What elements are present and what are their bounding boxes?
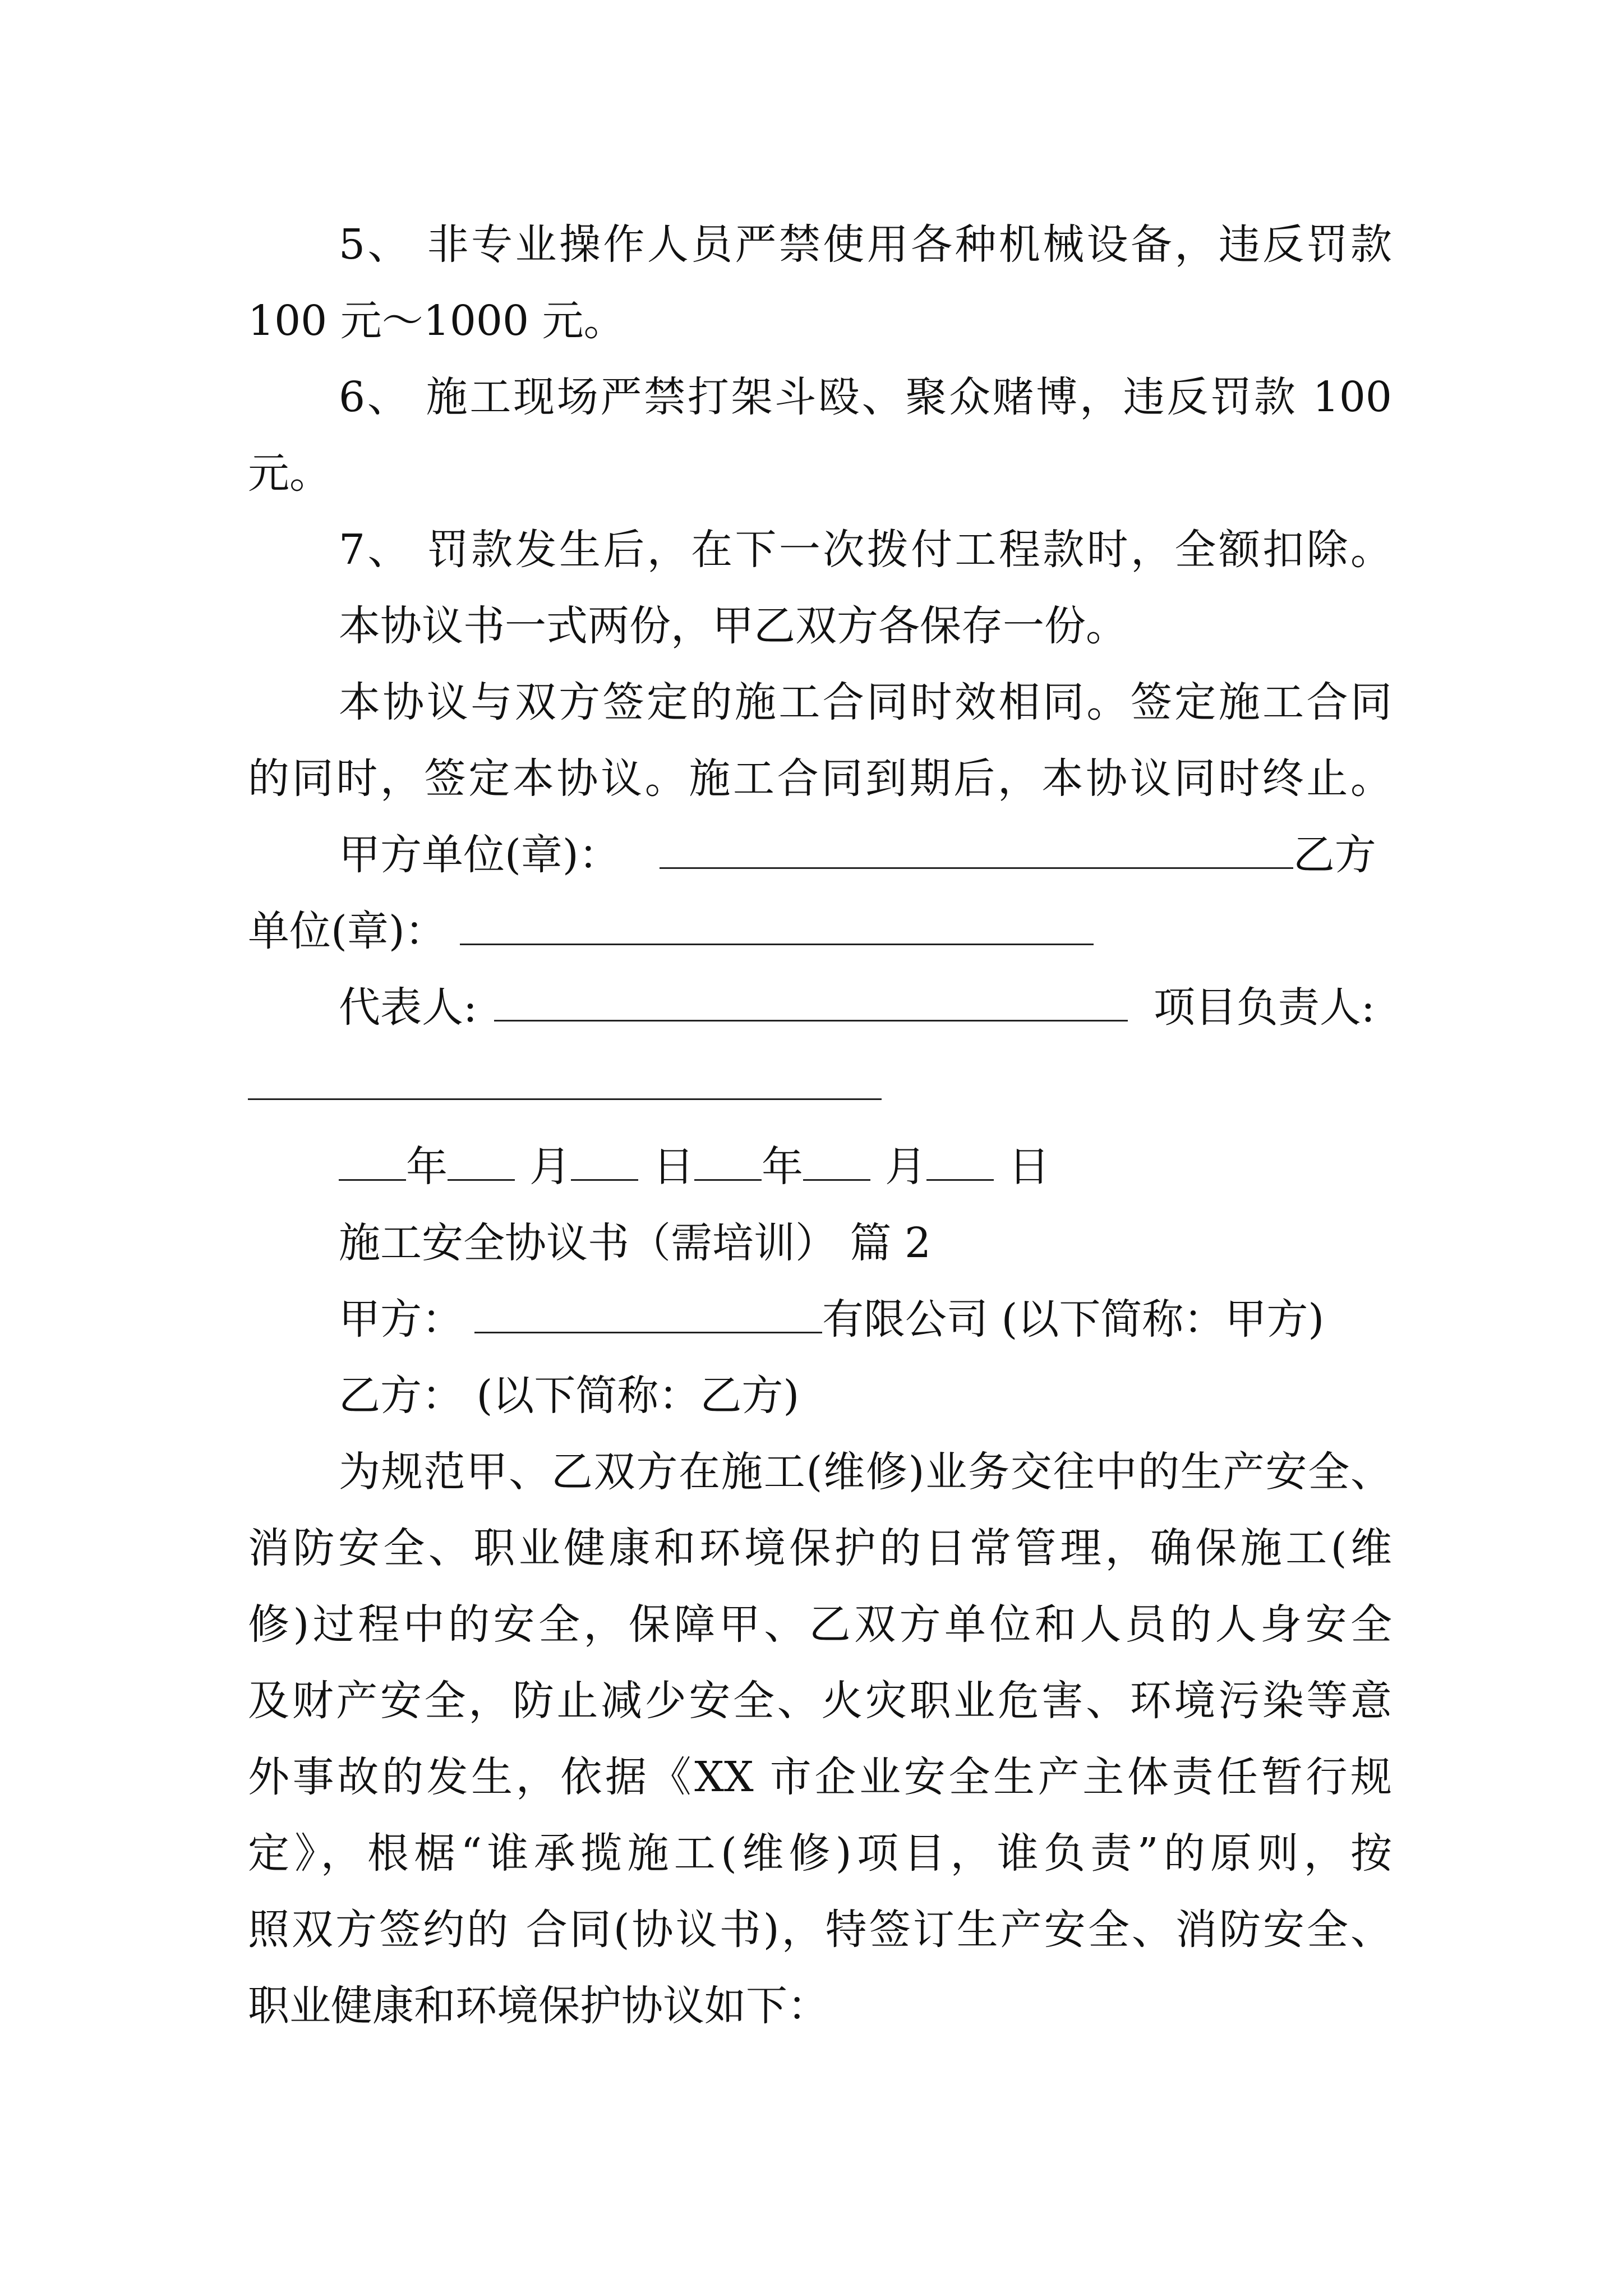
section-2-party-a-prefix: 甲方：: [339, 1295, 463, 1343]
section-2-paragraph-line-4: 及财产安全，防止减少安全、火灾职业危害、环境污染等意: [248, 1677, 1392, 1725]
section-2-paragraph-line-5: 外事故的发生，依据《XX 市企业安全生产主体责任暂行规: [248, 1753, 1392, 1801]
date-row: [339, 1128, 1392, 1206]
party-a-signature-blank[interactable]: [660, 820, 1293, 869]
party-b-label-part1: 乙方: [1293, 831, 1376, 879]
day-label-2: 日: [1008, 1143, 1050, 1191]
month-label-2: 月: [885, 1143, 926, 1191]
clause-6-line-1: 6、 施工现场严禁打架斗殴、聚众赌博，违反罚款 100: [339, 373, 1392, 421]
year-blank-1[interactable]: [339, 1132, 406, 1181]
copies-statement: 本协议书一式两份，甲乙双方各保存一份。: [339, 602, 1127, 650]
section-2-paragraph-line-8: 职业健康和环境保护协议如下：: [248, 1982, 829, 2030]
day-blank-1[interactable]: [571, 1132, 638, 1181]
section-2-party-b: 乙方： (以下简称：乙方): [339, 1372, 800, 1420]
party-b-signature-row: [248, 892, 1392, 970]
month-blank-1[interactable]: [448, 1132, 515, 1181]
representative-label: 代表人:: [339, 983, 477, 1032]
clause-6-line-2: 元。: [248, 449, 331, 498]
clause-5-line-1: 5、 非专业操作人员严禁使用各种机械设备，违反罚款: [339, 220, 1392, 269]
day-blank-2[interactable]: [926, 1132, 994, 1181]
section-2-paragraph-line-1: 为规范甲、乙双方在施工(维修)业务交往中的生产安全、: [339, 1448, 1392, 1496]
section-2-paragraph-line-3: 修)过程中的安全，保障甲、乙双方单位和人员的人身安全: [248, 1600, 1392, 1649]
year-blank-2[interactable]: [694, 1132, 762, 1181]
section-2-party-a-row: [339, 1280, 1392, 1359]
clause-5-line-2: 100 元～1000 元。: [248, 297, 625, 345]
year-label-2: 年: [762, 1143, 803, 1191]
month-blank-2[interactable]: [803, 1132, 870, 1181]
month-label-1: 月: [529, 1143, 571, 1191]
project-manager-label: 项目负责人:: [1153, 983, 1375, 1032]
party-a-label: 甲方单位(章)：: [339, 831, 620, 879]
party-a-signature-row: [339, 816, 1392, 894]
company-name-blank[interactable]: [474, 1285, 822, 1333]
section-2-paragraph-line-6: 定》，根椐“谁承揽施工(维修)项目，谁负责”的原则，按: [248, 1829, 1392, 1878]
clause-7: 7、 罚款发生后，在下一次拨付工程款时，全额扣除。: [339, 526, 1392, 574]
validity-line-2: 的同时，签定本协议。施工合同到期后，本协议同时终止。: [248, 754, 1392, 803]
section-2-paragraph-line-7: 照双方签约的 合同(协议书)，特签订生产安全、消防安全、: [248, 1906, 1392, 1954]
party-b-label-part2: 单位(章)：: [248, 907, 446, 955]
representative-blank[interactable]: [494, 973, 1128, 1022]
section-2-title: 施工安全协议书（需培训） 篇 2: [339, 1219, 932, 1267]
day-label-1: 日: [653, 1143, 694, 1191]
representative-row: [339, 968, 1392, 1047]
section-2-party-a-suffix: 有限公司 (以下简称：甲方): [822, 1295, 1325, 1343]
year-label-1: 年: [406, 1143, 448, 1191]
validity-line-1: 本协议与双方签定的施工合同时效相同。签定施工合同: [339, 678, 1392, 726]
party-b-signature-blank[interactable]: [460, 896, 1094, 945]
section-2-paragraph-line-2: 消防安全、职业健康和环境保护的日常管理，确保施工(维: [248, 1524, 1392, 1572]
project-manager-blank[interactable]: [248, 1098, 882, 1100]
